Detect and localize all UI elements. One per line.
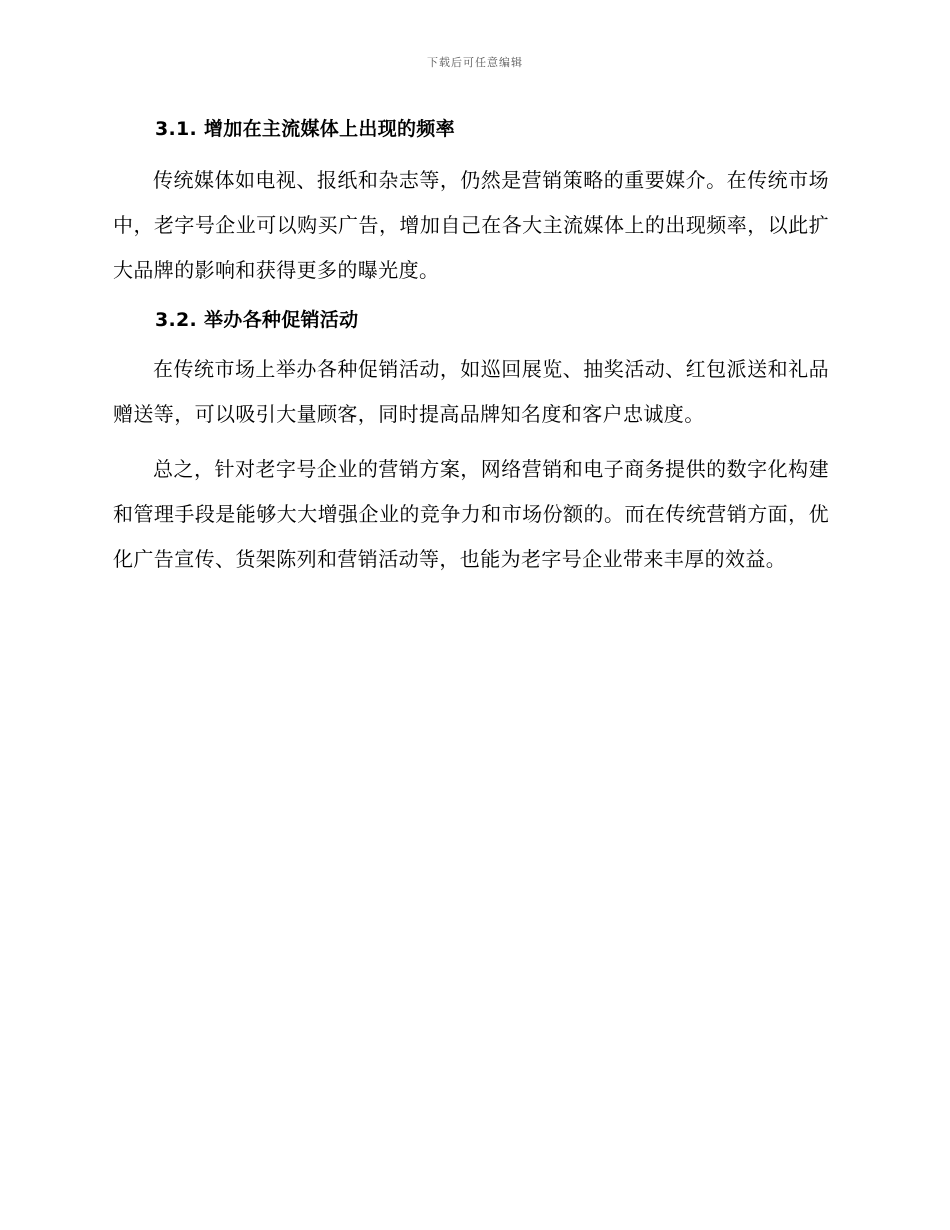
page-header: 下载后可任意编辑 (427, 56, 523, 69)
document-body (113, 112, 829, 582)
section-paragraph-3-1: 传统媒体如电视、报纸和杂志等，仍然是营销策略的重要媒介。在传统市场中，老字号企业可以购买广告，增加自己在各大主流媒体上的出现频率，以此扩大品牌的影响和获得更多的曝光度。 (113, 168, 829, 282)
section-paragraph-3-2: 在传统市场上举办各种促销活动，如巡回展览、抽奖活动、红包派送和礼品赠送等，可以吸引大量顾客，同时提高品牌知名度和客户忠诚度。 (113, 357, 829, 426)
section-heading-3-1: 3.1. 增加在主流媒体上出现的频率 (155, 118, 455, 140)
section-heading-3-2: 3.2. 举办各种促销活动 (155, 309, 359, 331)
conclusion-paragraph: 总之，针对老字号企业的营销方案，网络营销和电子商务提供的数字化构建和管理手段是能够大大增强企业的竞争力和市场份额的。而在传统营销方面，优化广告宣传、货架陈列和营销活动等，也能为老字号企业带来丰厚的效益。 (113, 457, 829, 571)
